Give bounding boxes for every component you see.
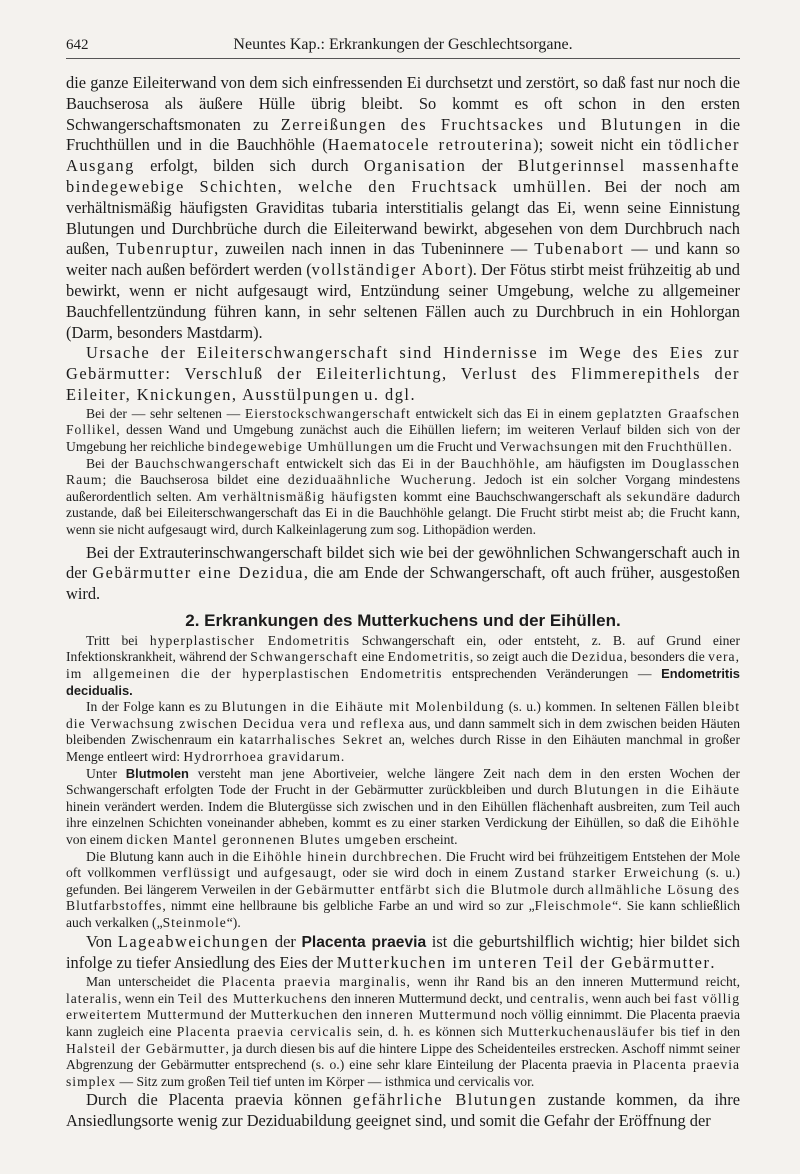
paragraph-6: Tritt bei hyperplastischer Endometritis Schwangerschaft ein, oder entsteht, z. B. auf Grund einer Infektionskrankheit, während der Schwangerschaft eine Endometritis, so zeigt auch die Dezidua, besonders die vera, im allgemeinen die der hyperplastischen Endometritis entsprechenden Veränderungen — Endometritis decidualis. (66, 632, 740, 698)
paragraph-9: Die Blutung kann auch in die Eihöhle hinein durchbrechen. Die Frucht wird bei frühzeitigem Entstehen der Mole oft vollkommen verflüssigt und aufgesaugt, oder sie wird doch in einem Zustand starker Erweichung (s. u.) gefunden. Bei längerem Verweilen in der Gebärmutter entfärbt sich die Blutmole durch allmähliche Lösung des Blutfarbstoffes, nimmt eine hellbraune bis gelbliche Farbe an und wird so zur „Fleischmole“. Sie kann schließlich auch verkalken („Steinmole“). (66, 848, 740, 930)
paragraph-4: Bei der Bauchschwangerschaft entwickelt sich das Ei in der Bauchhöhle, am häufigsten im Douglasschen Raum; die Bauchserosa bildet eine deziduaähnliche Wucherung. Jedoch ist ein solcher Vorgang mindestens außerordentlich selten. Am verhältnismäßig häufigsten kommt eine Bauchschwangerschaft als sekundäre dadurch zustande, daß bei Eileiterschwangerschaft das Ei in die Bauchhöhle gelangt. Die Frucht stirbt meist ab; die Frucht kann, wenn sie nicht aufgesaugt wird, durch Kalkeinlagerung zum sog. Lithopädion werden. (66, 455, 740, 537)
paragraph-5: Bei der Extrauterinschwangerschaft bildet sich wie bei der gewöhnlichen Schwangerschaft auch in der Gebärmutter eine Dezidua, die am Ende der Schwangerschaft, oft auch früher, ausgestoßen wird. (66, 542, 740, 604)
paragraph-12: Durch die Placenta praevia können gefährliche Blutungen zustande kommen, da ihre Ansiedlungsorte wenig zur Deziduabildung geeignet sind, und somit die Gefahr der Eröffnung der (66, 1090, 740, 1131)
page-body (66, 73, 740, 1132)
paragraph-3: Bei der — sehr seltenen — Eierstockschwangerschaft entwickelt sich das Ei in einem geplatzten Graafschen Follikel, dessen Wand und Umgebung zunächst auch die Eihüllen liefern; im weiteren Verlauf bilden sich von der Umgebung her reichliche bindegewebige Umhüllungen um die Frucht und Verwachsungen mit den Fruchthüllen. (66, 405, 740, 454)
page-number: 642 (66, 37, 89, 53)
paragraph-2: Ursache der Eileiterschwangerschaft sind Hindernisse im Wege des Eies zur Gebärmutter: Verschluß der Eileiterlichtung, Verlust des Flimmerepithels der Eileiter, Knickungen, Ausstülpungen u. dgl. (66, 343, 740, 404)
running-head: Neuntes Kap.: Erkrankungen der Geschlechtsorgane. (233, 36, 573, 53)
paragraph-11: Man unterscheidet die Placenta praevia marginalis, wenn ihr Rand bis an den inneren Muttermund reicht, lateralis, wenn ein Teil des Mutterkuchens den inneren Muttermund deckt, und centralis, wenn auch bei fast völlig erweitertem Muttermund der Mutterkuchen den inneren Muttermund noch völlig einnimmt. Die Placenta praevia kann zugleich eine Placenta praevia cervicalis sein, d. h. es können sich Mutterkuchenausläufer bis tief in den Halsteil der Gebärmutter, ja durch diesen bis auf die hintere Lippe des Scheidenteiles erstrecken. Aschoff nimmt seiner Abgrenzung der Gebärmutter entsprechend (s. o.) eine sehr klare Einteilung der Placenta praevia in Placenta praevia simplex — Sitz zum großen Teil tief unten im Körper — isthmica und cervicalis vor. (66, 974, 741, 1089)
paragraph-1: die ganze Eileiterwand von dem sich einfressenden Ei durchsetzt und zerstört, so daß fast nur noch die Bauchserosa als äußere Hülle übrig bleibt. So kommt es oft schon in den ersten Schwangerschaftsmonaten zu Zerreißungen des Fruchtsackes und Blutungen in die Fruchthüllen und in die Bauchhöhle (Haematocele retrouterina); soweit nicht ein tödlicher Ausgang erfolgt, bilden sich durch Organisation der Blutgerinnsel massenhafte bindegewebige Schichten, welche den Fruchtsack umhüllen. Bei der noch am verhältnismäßig häufigsten Graviditas tubaria interstitialis gelangt das Ei, wenn seine Einnistung Blutungen und Durchbrüche durch die Eileiterwand bewirkt, abgesehen von dem Durchbruch nach außen, Tubenruptur, zuweilen nach innen in das Tubeninnere — Tubenabort — und kann so weiter nach außen befördert werden (vollständiger Abort). Der Fötus stirbt meist frühzeitig ab und bewirkt, wenn er nicht aufgesaugt wird, Entzündung seiner Umgebung, welche zu allgemeiner Bauchfellentzündung führen kann, in sehr seltenen Fällen auch zu Durchbruch in ein Hohlorgan (Darm, besonders Mastdarm). (66, 73, 740, 342)
paragraph-7: In der Folge kann es zu Blutungen in die Eihäute mit Molenbildung (s. u.) kommen. In seltenen Fällen bleibt die Verwachsung zwischen Decidua vera und reflexa aus, und dann sammelt sich in dem zwischen beiden Häuten bleibenden Zwischenraum ein katarrhalisches Sekret an, welches durch Risse in den Eihäuten manchmal in großer Menge entleert wird: Hydrorrhoea gravidarum. (66, 699, 740, 765)
paragraph-8: Unter Blutmolen versteht man jene Abortiveier, welche längere Zeit nach dem in den ersten Wochen der Schwangerschaft erfolgten Tode der Frucht in der Gebärmutter zurückbleiben und durch Blutungen in die Eihäute hinein verändert werden. Indem die Blutergüsse sich zwischen und in den Eihüllen flächenhaft ausbreiten, zum Teil auch ihre einzelnen Schichten voneinander abheben, kommt es zu einer starken Verdickung der Eihüllen, so daß die Eihöhle von einem dicken Mantel geronnenen Blutes umgeben erscheint. (66, 765, 740, 848)
paragraph-10: Von Lageabweichungen der Placenta praevia ist die geburtshilflich wichtig; hier bildet sich infolge zu tiefer Ansiedlung des Eies der Mutterkuchen im unteren Teil der Gebärmutter. (66, 931, 740, 973)
section-heading: 2. Erkrankungen des Mutterkuchens und der Eihüllen. (185, 610, 621, 630)
page-header (66, 36, 740, 59)
